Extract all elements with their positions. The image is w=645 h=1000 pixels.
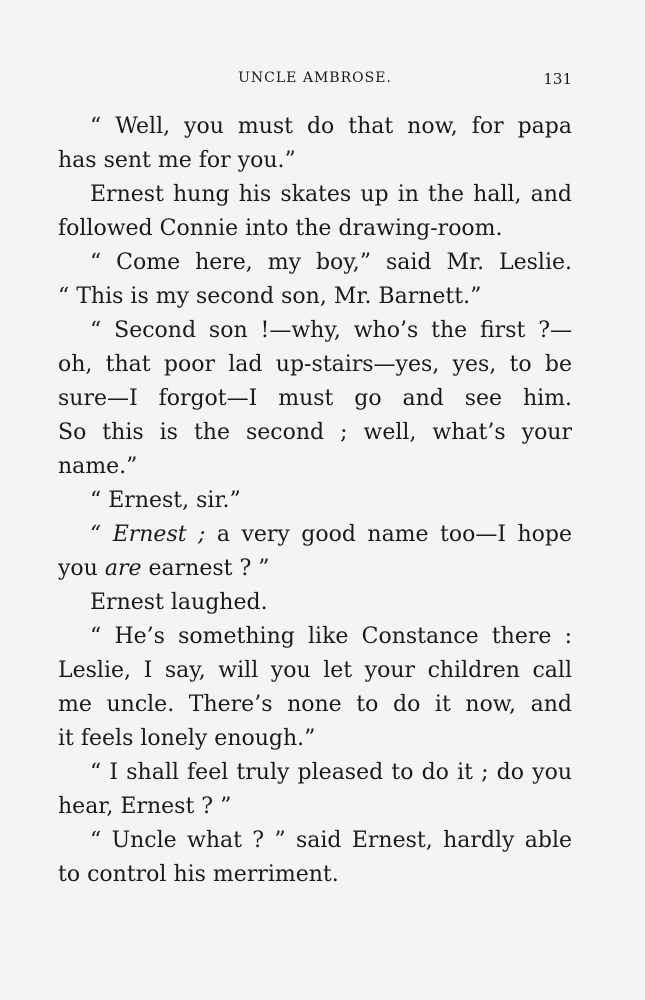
emphasized-text: “ Ernest ; <box>90 522 206 547</box>
text-fragment: earnest ? ” <box>141 556 270 581</box>
body-text <box>58 110 572 892</box>
text-fragment: a very good name too—I hope <box>205 522 572 547</box>
text-line <box>58 552 572 586</box>
text-line: followed Connie into the drawing-room. <box>58 216 503 241</box>
text-line: oh, that poor lad up-stairs—yes, yes, to be <box>58 352 572 377</box>
text-line: “ Second son !—why, who’s the first ?— <box>90 318 572 343</box>
text-line: to control his merriment. <box>58 862 339 887</box>
text-line: “ Uncle what ? ” said Ernest, hardly able <box>90 828 572 853</box>
text-line: hear, Ernest ? ” <box>58 794 232 819</box>
text-line: “ Ernest, sir.” <box>90 488 241 513</box>
text-line: “ I shall feel truly pleased to do it ; do you <box>90 760 572 785</box>
text-line: “ Come here, my boy,” said Mr. Leslie. <box>90 250 572 275</box>
page-number: 131 <box>543 70 572 88</box>
text-line: sure—I forgot—I must go and see him. <box>58 386 572 411</box>
emphasized-text: are <box>104 556 142 581</box>
text-line: “ Well, you must do that now, for papa <box>90 114 572 139</box>
text-line <box>58 518 572 552</box>
running-head: UNCLE AMBROSE. <box>238 70 392 86</box>
text-line: me uncle. There’s none to do it now, and <box>58 692 572 717</box>
text-line: “ This is my second son, Mr. Barnett.” <box>58 284 482 309</box>
text-line: has sent me for you.” <box>58 148 296 173</box>
text-line: Leslie, I say, will you let your children call <box>58 658 572 683</box>
text-line: “ He’s something like Constance there : <box>90 624 572 649</box>
text-line: it feels lonely enough.” <box>58 726 316 751</box>
text-line: Ernest laughed. <box>90 590 268 615</box>
text-fragment: you <box>58 556 105 581</box>
text-line: So this is the second ; well, what’s your <box>58 420 572 445</box>
text-line: Ernest hung his skates up in the hall, and <box>90 182 572 207</box>
page-header <box>58 66 572 90</box>
text-line: name.” <box>58 454 138 479</box>
